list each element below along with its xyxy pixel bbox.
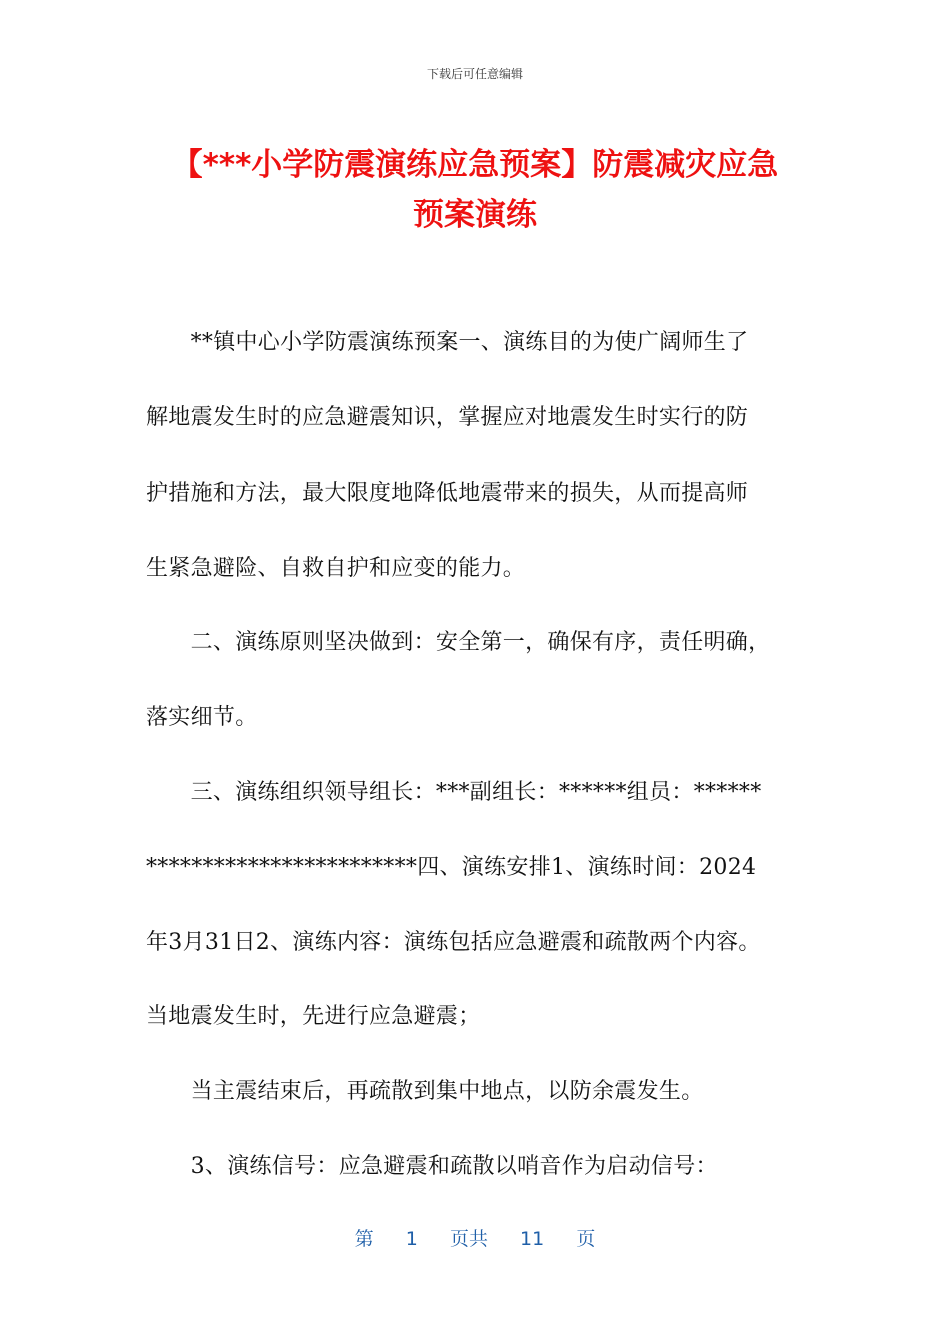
body-line-5: 二、演练原则坚决做到：安全第一，确保有序，责任明确， — [146, 630, 771, 655]
body-line-3: 护措施和方法，最大限度地降低地震带来的损失，从而提高师 — [146, 481, 749, 506]
body-line-2: 解地震发生时的应急避震知识，掌握应对地震发生时实行的防 — [146, 405, 749, 430]
footer-page-current: 1 — [405, 1228, 418, 1250]
footer-page-suffix: 页 — [576, 1228, 596, 1250]
document-title — [130, 140, 820, 240]
footer-page-prefix: 第 — [354, 1228, 374, 1250]
footer-page-total: 11 — [520, 1228, 545, 1250]
body-line-11: 当主震结束后，再疏散到集中地点，以防余震发生。 — [146, 1079, 704, 1104]
body-line-1: **镇中心小学防震演练预案一、演练目的为使广阔师生了 — [146, 330, 749, 355]
header-note: 下载后可任意编辑 — [426, 67, 523, 81]
body-line-7: 三、演练组织领导组长：***副组长：******组员：****** — [146, 780, 762, 805]
body-line-9: 年3月31日2、演练内容：演练包括应急避震和疏散两个内容。 — [146, 930, 761, 955]
body-line-10: 当地震发生时，先进行应急避震； — [146, 1004, 481, 1029]
title-line-2: 预案演练 — [413, 197, 537, 233]
footer-page-middle: 页共 — [449, 1228, 488, 1250]
body-line-4: 生紧急避险、自救自护和应变的能力。 — [146, 556, 526, 581]
body-line-8: ************************四、演练安排1、演练时间：2024 — [146, 855, 757, 880]
body-line-6: 落实细节。 — [146, 705, 258, 730]
title-line-1: 【***小学防震演练应急预案】防震减灾应急 — [171, 147, 779, 183]
body-line-12: 3、演练信号：应急避震和疏散以哨音作为启动信号： — [146, 1154, 718, 1179]
page-footer — [0, 1226, 950, 1252]
